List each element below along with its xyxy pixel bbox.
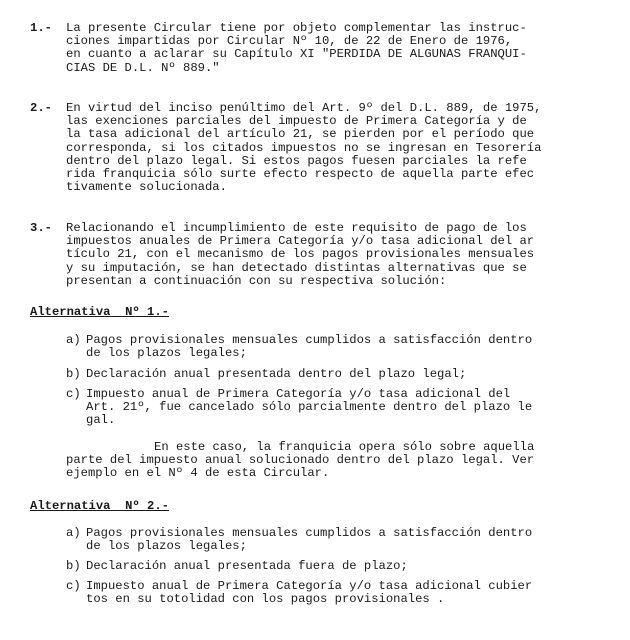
section-line: La presente Circular tiene por objeto complementar las instruc- <box>66 21 527 35</box>
section-number: 2.- <box>30 101 52 115</box>
note-line: En este caso, la franquicia opera sólo sobre aquella <box>154 440 535 454</box>
item-label: a) <box>66 526 81 540</box>
section-line: CIAS DE D.L. Nº 889." <box>66 60 220 75</box>
item-line: de los plazos legales; <box>86 346 247 361</box>
alternative-2-heading: Alternativa Nº 2.- <box>30 499 169 513</box>
section-line: rida franquicia sólo surte efecto respecto de aquella parte efec <box>66 167 535 182</box>
alt1-note <box>66 441 626 481</box>
item-line: Impuesto anual de Primera Categoría y/o tasa adicional cubier <box>86 579 533 593</box>
section-1 <box>30 22 605 75</box>
section-line: corresponda, si los citados impuestos no se ingresan en Tesorería <box>66 140 542 155</box>
section-line: presentan a continuación con su respectiva solución: <box>66 273 447 288</box>
item-line: tos en su totolidad con los pagos provisionales . <box>86 592 445 607</box>
item-label: b) <box>66 367 81 381</box>
section-line: ciones impartidas por Circular Nº 10, de 22 de Enero de 1976, <box>66 34 513 49</box>
item-line: Declaración anual presentada fuera de plazo; <box>86 559 408 573</box>
section-2 <box>30 102 605 194</box>
section-line: Relacionando el incumplimiento de este requisito de pago de los <box>66 221 527 235</box>
section-number: 1.- <box>30 21 52 35</box>
item-line: Impuesto anual de Primera Categoría y/o tasa adicional del <box>86 387 511 401</box>
item-line: Pagos provisionales mensuales cumplidos a satisfacción dentro <box>86 526 533 540</box>
alt2-item-a <box>66 527 611 553</box>
item-line: Declaración anual presentada dentro del plazo legal; <box>86 367 467 381</box>
item-label: b) <box>66 559 81 573</box>
section-line: impuestos anuales de Primera Categoría y/o tasa adicional del ar <box>66 234 535 249</box>
item-line: Art. 21º, fue cancelado sólo parcialmente dentro del plazo le <box>86 400 533 415</box>
section-line: En virtud del inciso penúltimo del Art. 9º del D.L. 889, de 1975, <box>66 101 542 115</box>
section-line: dentro del plazo legal. Si estos pagos fuesen parciales la refe <box>66 153 527 168</box>
alt2-item-c <box>66 580 611 606</box>
section-line: las exenciones parciales del impuesto de Primera Categoría y de <box>66 114 527 129</box>
alt2-item-b <box>66 560 611 573</box>
item-line: gal. <box>86 413 116 428</box>
note-line: parte del impuesto anual solucionado dentro del plazo legal. Ver <box>66 453 535 468</box>
alt1-item-c <box>66 388 611 428</box>
alt1-item-b <box>66 368 611 381</box>
alternative-1-heading: Alternativa Nº 1.- <box>30 305 169 319</box>
item-line: de los plazos legales; <box>86 539 247 554</box>
section-3 <box>30 222 605 288</box>
item-label: c) <box>66 387 81 401</box>
note-line: ejemplo en el Nº 4 de esta Circular. <box>66 466 330 481</box>
section-line: y su imputación, se han detectado distintas alternativas que se <box>66 260 527 275</box>
section-line: en cuanto a aclarar su Capítulo XI "PERDIDA DE ALGUNAS FRANQUI- <box>66 47 527 62</box>
alt1-item-a <box>66 334 611 360</box>
section-number: 3.- <box>30 221 52 235</box>
section-line: tículo 21, con el mecanismo de los pagos provisionales mensuales <box>66 247 535 262</box>
section-line: la tasa adicional del artículo 21, se pierden por el período que <box>66 127 535 142</box>
item-label: c) <box>66 579 81 593</box>
item-label: a) <box>66 333 81 347</box>
section-line: tivamente solucionada. <box>66 180 227 195</box>
item-line: Pagos provisionales mensuales cumplidos a satisfacción dentro <box>86 333 533 347</box>
